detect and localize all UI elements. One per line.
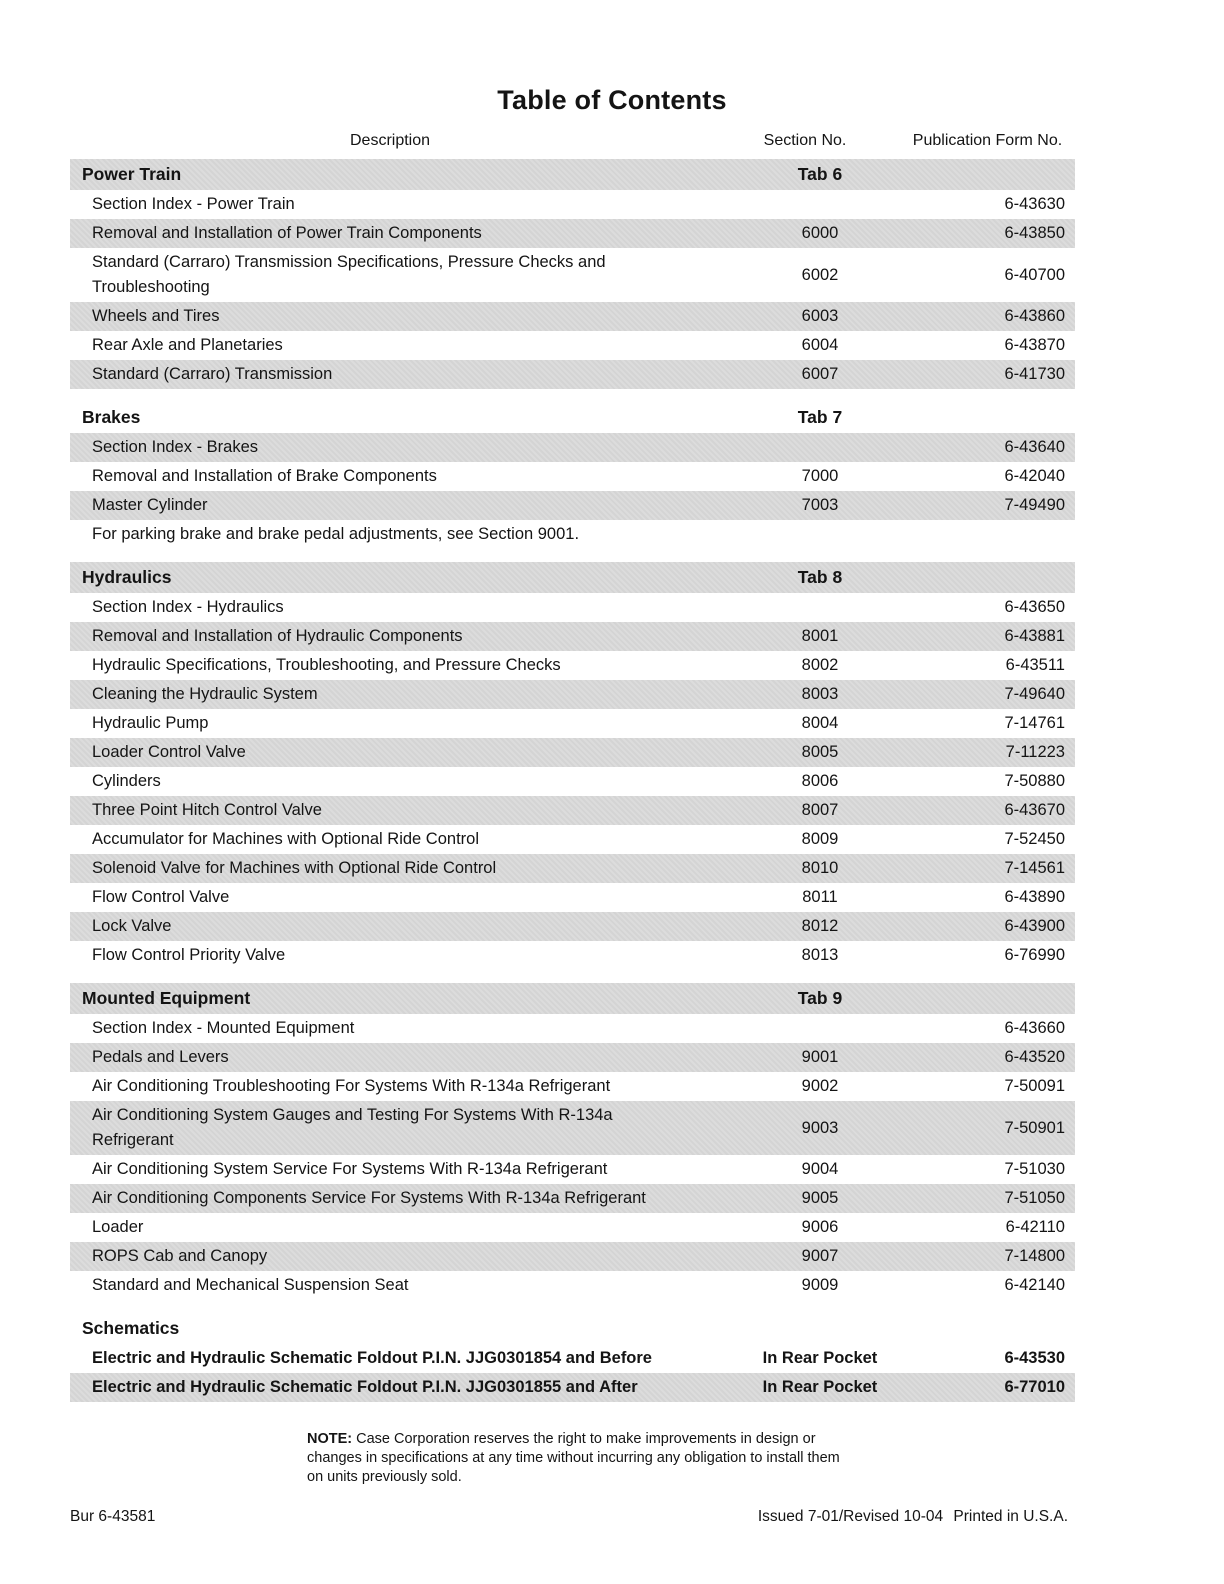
row-publication-form-no: 7-14761 <box>1004 714 1065 732</box>
footer-publication-number: Bur 6-43581 <box>70 1508 156 1525</box>
row-publication-form-no: 7-11223 <box>1005 743 1065 761</box>
section-title: Brakes <box>82 407 141 427</box>
row-publication-form-no: 6-43511 <box>1005 656 1065 674</box>
row-publication-form-no: 6-43870 <box>1004 336 1065 354</box>
row-description: Hydraulic Pump <box>92 714 209 732</box>
row-publication-form-no: 6-42110 <box>1005 1218 1065 1236</box>
toc-section <box>70 983 1075 1300</box>
row-section-no: 8009 <box>801 830 839 848</box>
row-publication-form-no: 7-14800 <box>1004 1247 1065 1265</box>
row-description: Flow Control Priority Valve <box>92 946 286 964</box>
row-publication-form-no: 7-49490 <box>1004 496 1065 514</box>
row-section-no: 8013 <box>801 946 839 964</box>
row-description: Loader <box>92 1218 144 1236</box>
footer-printed-in: Printed in U.S.A. <box>953 1508 1068 1525</box>
row-description: Three Point Hitch Control Valve <box>92 801 322 819</box>
row-section-no: 9006 <box>801 1218 839 1236</box>
section-title: Schematics <box>82 1318 180 1338</box>
section-title: Mounted Equipment <box>82 988 251 1008</box>
toc-row <box>70 1344 1075 1373</box>
row-section-no: 8001 <box>801 627 839 645</box>
row-section-no: 6002 <box>801 265 839 284</box>
row-section-no: 8010 <box>801 859 839 877</box>
row-section-no: 9001 <box>801 1048 839 1066</box>
section-tab: Tab 9 <box>797 988 843 1008</box>
section-title: Hydraulics <box>82 567 172 587</box>
toc-row <box>70 767 1075 796</box>
row-description: Removal and Installation of Hydraulic Components <box>92 627 463 645</box>
toc-section <box>70 402 1075 549</box>
row-publication-form-no: 7-14561 <box>1004 859 1065 877</box>
row-publication-form-no: 6-42140 <box>1004 1276 1065 1294</box>
row-publication-form-no: 7-50901 <box>1004 1118 1065 1137</box>
row-description: Loader Control Valve <box>92 743 246 761</box>
row-section-no: 9004 <box>801 1160 839 1178</box>
row-publication-form-no: 6-43520 <box>1004 1048 1065 1066</box>
toc-row <box>70 520 1075 549</box>
column-header-description: Description <box>349 132 431 149</box>
toc-row <box>70 622 1075 651</box>
row-section-no: 6004 <box>801 336 839 354</box>
toc-row <box>70 1014 1075 1043</box>
toc-row <box>70 738 1075 767</box>
row-description: Removal and Installation of Power Train Components <box>92 224 482 242</box>
toc-section <box>70 562 1075 970</box>
row-section-no: 8011 <box>802 888 838 906</box>
toc-row <box>70 912 1075 941</box>
row-publication-form-no: 6-42040 <box>1004 467 1065 485</box>
row-publication-form-no: 7-52450 <box>1004 830 1065 848</box>
row-publication-form-no: 6-43890 <box>1004 888 1065 906</box>
section-tab: Tab 6 <box>797 164 843 184</box>
row-description: Cleaning the Hydraulic System <box>92 685 318 703</box>
toc-row <box>70 1373 1075 1402</box>
row-section-no: 6007 <box>801 365 839 383</box>
section-header-row <box>70 562 1075 593</box>
section-header-row <box>70 983 1075 1014</box>
toc-row <box>70 1213 1075 1242</box>
footer <box>70 1508 1068 1526</box>
row-description: Standard (Carraro) Transmission Specifications, Pressure Checks and Troubleshooting <box>92 253 606 296</box>
toc-row <box>70 941 1075 970</box>
row-description: Rear Axle and Planetaries <box>92 336 283 354</box>
row-section-no: 7003 <box>801 496 839 514</box>
row-publication-form-no: 7-50880 <box>1004 772 1065 790</box>
row-description: Cylinders <box>92 772 161 790</box>
row-description: Section Index - Mounted Equipment <box>92 1019 355 1037</box>
row-section-no: 6003 <box>801 307 839 325</box>
toc-row <box>70 854 1075 883</box>
note-text: Case Corporation reserves the right to make improvements in design or changes in specifications at any time without incurring any obligation to install them on units previously sold. <box>307 1431 840 1485</box>
row-description: Air Conditioning Components Service For Systems With R-134a Refrigerant <box>92 1189 646 1207</box>
row-section-no: In Rear Pocket <box>762 1349 878 1367</box>
footer-issued-revised: Issued 7-01/Revised 10-04 <box>757 1508 944 1525</box>
column-headers <box>70 132 1075 150</box>
row-publication-form-no: 6-43530 <box>1004 1349 1065 1367</box>
column-header-section-no: Section No. <box>763 132 847 149</box>
row-publication-form-no: 7-50091 <box>1004 1077 1065 1095</box>
section-header-row <box>70 159 1075 190</box>
row-description: Air Conditioning System Service For Systems With R-134a Refrigerant <box>92 1160 608 1178</box>
toc-section <box>70 1313 1075 1402</box>
row-publication-form-no: 6-40700 <box>1004 265 1065 284</box>
toc-row <box>70 651 1075 680</box>
row-section-no: 8006 <box>801 772 839 790</box>
toc-row <box>70 593 1075 622</box>
row-section-no: 9005 <box>801 1189 839 1207</box>
row-publication-form-no: 6-43640 <box>1004 438 1065 456</box>
row-publication-form-no: 6-43660 <box>1004 1019 1065 1037</box>
row-description: Lock Valve <box>92 917 172 935</box>
section-header-row <box>70 1313 1075 1344</box>
row-publication-form-no: 6-43860 <box>1004 307 1065 325</box>
toc-row <box>70 248 1075 302</box>
row-description: Wheels and Tires <box>92 307 220 325</box>
section-header-row <box>70 402 1075 433</box>
row-publication-form-no: 6-77010 <box>1004 1378 1065 1396</box>
row-description: Pedals and Levers <box>92 1048 229 1066</box>
row-publication-form-no: 6-43900 <box>1004 917 1065 935</box>
row-section-no: 6000 <box>801 224 839 242</box>
toc-row <box>70 1271 1075 1300</box>
toc-body <box>70 159 1075 1402</box>
row-section-no: 8005 <box>801 743 839 761</box>
note <box>307 1430 852 1487</box>
row-description: ROPS Cab and Canopy <box>92 1247 268 1265</box>
toc-row <box>70 1155 1075 1184</box>
toc-row <box>70 190 1075 219</box>
row-description: Standard (Carraro) Transmission <box>92 365 333 383</box>
column-header-publication-form-no: Publication Form No. <box>912 132 1063 149</box>
row-section-no: 8002 <box>801 656 839 674</box>
toc-row <box>70 796 1075 825</box>
row-description: Master Cylinder <box>92 496 208 514</box>
toc-row <box>70 1043 1075 1072</box>
row-section-no: 8007 <box>801 801 839 819</box>
toc-row <box>70 709 1075 738</box>
section-tab: Tab 7 <box>797 407 843 427</box>
toc-row <box>70 219 1075 248</box>
row-publication-form-no: 7-49640 <box>1004 685 1065 703</box>
row-publication-form-no: 6-43881 <box>1004 627 1065 645</box>
row-publication-form-no: 6-43650 <box>1004 598 1065 616</box>
row-section-no: 9003 <box>801 1118 839 1137</box>
row-description: Section Index - Power Train <box>92 195 295 213</box>
toc-row <box>70 360 1075 389</box>
toc-row <box>70 302 1075 331</box>
section-title: Power Train <box>82 164 182 184</box>
toc-row <box>70 680 1075 709</box>
footer-right <box>752 1508 1068 1526</box>
row-description: For parking brake and brake pedal adjustments, see Section 9001. <box>92 525 580 543</box>
row-publication-form-no: 6-41730 <box>1004 365 1065 383</box>
row-description: Air Conditioning System Gauges and Testing For Systems With R-134a Refrigerant <box>92 1106 613 1149</box>
toc-row <box>70 1101 1075 1155</box>
toc-row <box>70 462 1075 491</box>
toc-section <box>70 159 1075 389</box>
row-section-no: 7000 <box>801 467 839 485</box>
row-publication-form-no: 6-43850 <box>1004 224 1065 242</box>
row-section-no: 9002 <box>801 1077 839 1095</box>
row-publication-form-no: 6-43670 <box>1004 801 1065 819</box>
row-description: Air Conditioning Troubleshooting For Systems With R-134a Refrigerant <box>92 1077 611 1095</box>
note-label: NOTE: <box>307 1431 353 1447</box>
row-section-no: 9007 <box>801 1247 839 1265</box>
row-description: Accumulator for Machines with Optional Ride Control <box>92 830 480 848</box>
page-title: Table of Contents <box>497 85 727 115</box>
row-description: Solenoid Valve for Machines with Optional Ride Control <box>92 859 497 877</box>
row-publication-form-no: 6-76990 <box>1004 946 1065 964</box>
toc-table <box>70 132 1075 1402</box>
row-section-no: 8004 <box>801 714 839 732</box>
row-section-no: 8012 <box>801 917 839 935</box>
row-publication-form-no: 6-43630 <box>1004 195 1065 213</box>
toc-row <box>70 1072 1075 1101</box>
toc-row <box>70 825 1075 854</box>
row-section-no: 9009 <box>801 1276 839 1294</box>
toc-row <box>70 883 1075 912</box>
row-description: Section Index - Brakes <box>92 438 258 456</box>
row-description: Section Index - Hydraulics <box>92 598 284 616</box>
section-tab: Tab 8 <box>797 567 843 587</box>
row-section-no: In Rear Pocket <box>762 1378 878 1396</box>
row-section-no: 8003 <box>801 685 839 703</box>
row-description: Removal and Installation of Brake Components <box>92 467 437 485</box>
toc-row <box>70 433 1075 462</box>
row-description: Hydraulic Specifications, Troubleshooting, and Pressure Checks <box>92 656 561 674</box>
toc-row <box>70 491 1075 520</box>
row-description: Flow Control Valve <box>92 888 230 906</box>
row-description: Standard and Mechanical Suspension Seat <box>92 1276 409 1294</box>
row-publication-form-no: 7-51030 <box>1004 1160 1065 1178</box>
toc-row <box>70 1184 1075 1213</box>
row-publication-form-no: 7-51050 <box>1004 1189 1065 1207</box>
toc-row <box>70 331 1075 360</box>
row-description: Electric and Hydraulic Schematic Foldout P.I.N. JJG0301854 and Before <box>92 1349 652 1367</box>
toc-row <box>70 1242 1075 1271</box>
row-description: Electric and Hydraulic Schematic Foldout P.I.N. JJG0301855 and After <box>92 1378 638 1396</box>
